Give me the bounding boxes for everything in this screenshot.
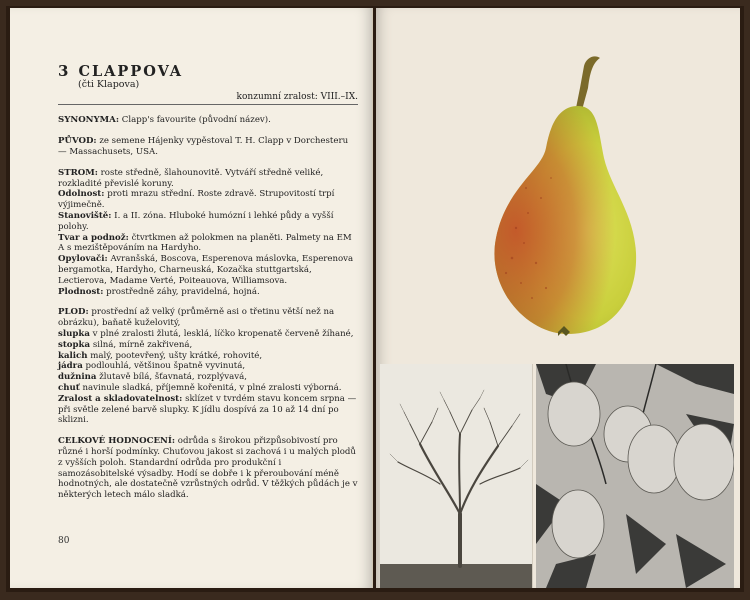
strom-label: STROM: [58,167,98,178]
plod-item [58,329,358,340]
right-page [376,8,740,588]
plod-item-text: silná, mírně zakřivená, [92,339,193,350]
strom-item-label: Tvar a podnož: [58,232,129,243]
strom-entry [58,168,358,190]
strom-item-label: Plodnost: [58,286,104,297]
pear-cluster-image [536,364,734,588]
strom-item [58,233,358,255]
strom-item-text: proti mrazu střední. Roste zdravě. Strupovitostí trpí výjimečně. [58,189,335,211]
plod-item-label: chuť [58,382,80,393]
synonyma-label: SYNONYMA: [58,115,120,126]
synonyma-entry [58,115,358,126]
plod-item-text: malý, pootevřený, ušty krátké, rohovité, [90,350,263,361]
plod-item-text: žlutavě bílá, šťavnatá, rozplývavá, [99,372,247,383]
strom-item-label: Stanoviště: [58,210,112,221]
plod-item [58,361,358,372]
tree-photo [380,364,533,588]
celkove-text: odrůda s širokou přizpůsobivostí pro různé i horší podmínky. Chuťovou jakost si zachová i u malých plodů z vyšších poloh. Standardní odrůda pro produkční i samozásobitelské výsadby. Hodí se dobře i k přeroubování méně hodnotných, ale dostatečně vzrůstných odrůd. V těžkých půdách je v některých letech málo sladká. [58,436,358,501]
celkove-entry [58,436,358,501]
strom-item-text: Avranšská, Boscova, Esperenova máslovka, Esperenova bergamotka, Hardyho, Charneuská, Kozačka stuttgartská, Lectierova, Madame Verté, Poiteauova, Williamsova. [58,254,354,286]
page-number: 80 [58,536,70,546]
strom-text: roste středně, šlahounovitě. Vytváří středně veliké, rozkladité převislé koruny. [58,167,324,189]
puvod-entry [58,136,358,158]
strom-item-text: I. a II. zóna. Hluboké humózní i lehké půdy a vyšší polohy. [58,210,334,232]
variety-description [58,62,358,501]
plod-item-label: dužnina [58,372,97,383]
plod-text: prostřední až velký (průměrně asi o třetinu větší než na obrázku), baňatě kuželovitý, [58,307,335,329]
pear-illustration [466,48,646,348]
strom-item-label: Opylovači: [58,254,108,265]
puvod-text: ze semene Hájenky vypěstoval T. H. Clapp v Dorchesteru — Massachusets, USA. [58,136,349,157]
pear-stem [576,56,600,110]
variety-number: 3 [58,62,69,80]
plod-item-text: sklízet v tvrdém stavu koncem srpna — při světle zelené barvě slupky. K jídlu dospívá za 10 až 14 dní po sklizni. [58,393,357,426]
tree-photo-image [380,364,532,588]
ripeness: konzumní zralost: VIII.–IX. [58,92,358,106]
puvod-label: PŮVOD: [58,136,97,147]
plod-item-label: Zralost a skladovatelnost: [58,393,183,404]
title-row [58,62,358,80]
strom-item [58,254,358,286]
plod-item [58,394,358,426]
plod-item [58,351,358,362]
strom-item-label: Odolnost: [58,189,105,200]
book-spread [6,6,744,592]
celkove-label: CELKOVÉ HODNOCENÍ: [58,436,176,447]
plod-item [58,383,358,394]
pear-blush [494,106,636,334]
plod-item-text: v plné zralosti žlutá, lesklá, líčko kropenatě červeně žíhané, [92,328,354,339]
strom-item-text: čtvrtkmen až polokmen na planěti. Palmety na EM A s mezištěpováním na Hardyho. [58,232,352,254]
strom-item [58,287,358,298]
strom-item [58,189,358,211]
plod-item-label: jádra [58,361,83,372]
pronunciation: (čti Klapova) [78,78,140,90]
strom-item [58,211,358,233]
plod-item [58,340,358,351]
left-page [10,8,373,588]
plod-item-label: kalich [58,350,88,361]
synonyma-text: Clapp's favourite (původní název). [121,115,271,126]
plod-item-text: podlouhlá, většinou špatně vyvinutá, [85,361,246,372]
variety-name: CLAPPOVA [78,63,183,80]
plod-item-label: slupka [58,328,90,339]
plod-item-text: navinule sladká, příjemně kořenitá, v plné zralosti výborná. [82,382,342,393]
plod-entry [58,307,358,329]
plod-label: PLOD: [58,307,89,318]
pear-cluster-photo [536,364,734,588]
strom-item-text: prostředně záhy, pravidelná, hojná. [106,286,260,297]
plod-item [58,372,358,383]
plod-item-label: stopka [58,339,91,350]
